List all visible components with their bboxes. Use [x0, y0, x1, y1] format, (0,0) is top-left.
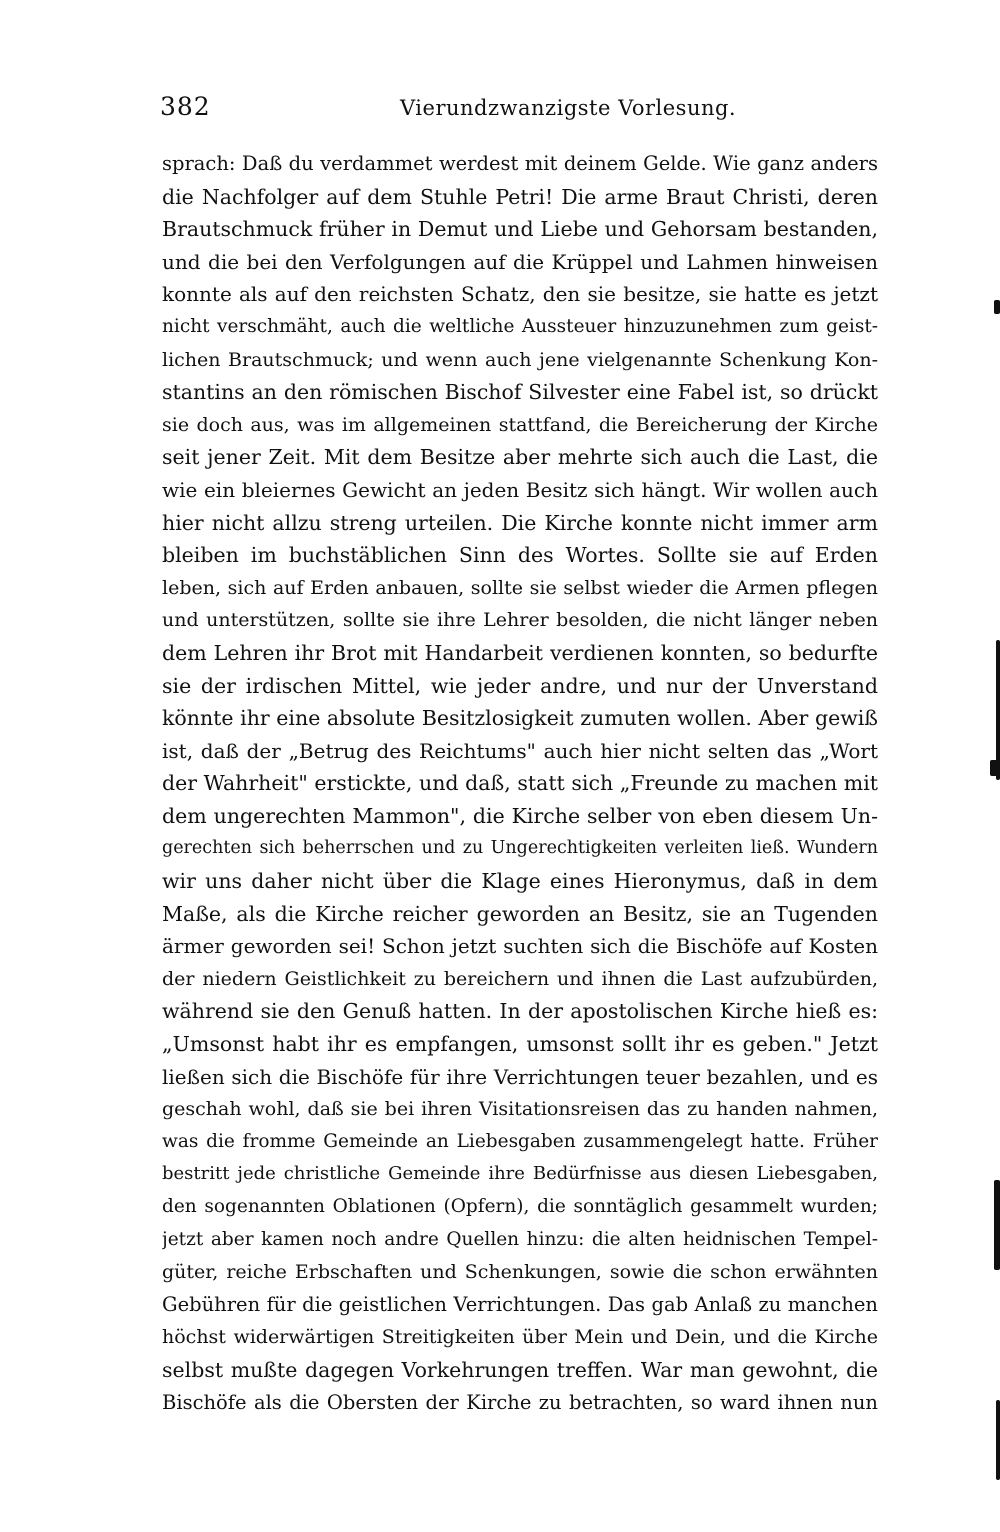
scan-edge-mark: [990, 760, 1000, 776]
text-line: bleiben im buchstäblichen Sinn des Wortes. Sollte sie auf Erden: [162, 543, 878, 568]
text-line: wir uns daher nicht über die Klage eines Hieronymus, daß in dem: [162, 869, 878, 894]
scan-edge-mark: [994, 300, 1000, 314]
text-line: stantins an den römischen Bischof Silvester eine Fabel ist, so drückt: [162, 380, 878, 405]
text-line: die Nachfolger auf dem Stuhle Petri! Die arme Braut Christi, deren: [162, 184, 878, 209]
text-line: dem ungerechten Mammon", die Kirche selber von eben diesem Un-: [162, 803, 878, 828]
text-line: Brautschmuck früher in Demut und Liebe und Gehorsam bestanden,: [162, 217, 878, 242]
text-line: ist, daß der „Betrug des Reichtums" auch hier nicht selten das „Wort: [162, 738, 878, 763]
text-line: Gebühren für die geistlichen Verrichtungen. Das gab Anlaß zu manchen: [162, 1292, 878, 1316]
running-head: Vierundzwanzigste Vorlesung.: [400, 96, 737, 120]
text-line: ärmer geworden sei! Schon jetzt suchten sich die Bischöfe auf Kosten: [162, 934, 878, 959]
text-line: was die fromme Gemeinde an Liebesgaben zusammengelegt hatte. Früher: [162, 1130, 878, 1152]
text-line: konnte als auf den reichsten Schatz, den sie besitze, sie hatte es jetzt: [162, 282, 878, 307]
text-line: den sogenannten Oblationen (Opfern), die sonntäglich gesammelt wurden;: [162, 1196, 878, 1217]
text-line: bestritt jede christliche Gemeinde ihre Bedürfnisse aus diesen Liebesgaben,: [162, 1163, 878, 1185]
page-number: 382: [160, 92, 211, 121]
page-header: [160, 92, 860, 132]
scan-edge-mark: [996, 1400, 1000, 1480]
text-line: lichen Brautschmuck; und wenn auch jene vielgenannte Schenkung Kon-: [162, 348, 878, 371]
text-line: Maße, als die Kirche reicher geworden an Besitz, sie an Tugenden: [162, 901, 878, 926]
text-line: dem Lehren ihr Brot mit Handarbeit verdienen konnten, so bedurfte: [162, 640, 878, 665]
text-line: sprach: Daß du verdammet werdest mit deinem Gelde. Wie ganz anders: [162, 152, 878, 175]
text-line: der niedern Geistlichkeit zu bereichern und ihnen die Last aufzubürden,: [162, 967, 878, 990]
text-line: höchst widerwärtigen Streitigkeiten über Mein und Dein, und die Kirche: [162, 1326, 878, 1349]
text-line: hier nicht allzu streng urteilen. Die Kirche konnte nicht immer arm: [162, 510, 878, 535]
text-line: geschah wohl, daß sie bei ihren Visitationsreisen das zu handen nahmen,: [162, 1098, 878, 1121]
text-line: gerechten sich beherrschen und zu Ungerechtigkeiten verleiten ließ. Wundern: [162, 838, 878, 859]
text-line: wie ein bleiernes Gewicht an jeden Besitz sich hängt. Wir wollen auch: [162, 477, 878, 502]
text-line: während sie den Genuß hatten. In der apostolischen Kirche hieß es:: [162, 999, 878, 1024]
scan-edge-mark: [994, 1180, 1000, 1270]
scan-edge-mark: [996, 640, 1000, 780]
text-line: ließen sich die Bischöfe für ihre Verrichtungen teuer bezahlen, und es: [162, 1064, 878, 1089]
text-line: könnte ihr eine absolute Besitzlosigkeit zumuten wollen. Aber gewiß: [162, 706, 878, 731]
text-line: güter, reiche Erbschaften und Schenkungen, sowie die schon erwähnten: [162, 1261, 878, 1284]
body-text: [162, 148, 878, 1419]
text-line: nicht verschmäht, auch die weltliche Aussteuer hinzuzunehmen zum geist-: [162, 315, 878, 337]
text-line: jetzt aber kamen noch andre Quellen hinzu: die alten heidnischen Tempel-: [162, 1228, 878, 1250]
text-line: sie doch aus, was im allgemeinen stattfand, die Bereicherung der Kirche: [162, 413, 878, 436]
text-line: seit jener Zeit. Mit dem Besitze aber mehrte sich auch die Last, die: [162, 445, 878, 470]
text-line: und unterstützen, sollte sie ihre Lehrer besolden, die nicht länger neben: [162, 609, 878, 632]
text-line: selbst mußte dagegen Vorkehrungen treffen. War man gewohnt, die: [162, 1357, 878, 1382]
text-line: und die bei den Verfolgungen auf die Krüppel und Lahmen hinweisen: [162, 249, 878, 274]
text-line: leben, sich auf Erden anbauen, sollte sie selbst wieder die Armen pflegen: [162, 576, 878, 599]
text-line: sie der irdischen Mittel, wie jeder andre, und nur der Unverstand: [162, 673, 878, 698]
text-line: „Umsonst habt ihr es empfangen, umsonst sollt ihr es geben." Jetzt: [162, 1032, 878, 1057]
text-line: der Wahrheit" erstickte, und daß, statt sich „Freunde zu machen mit: [162, 771, 878, 796]
text-line: Bischöfe als die Obersten der Kirche zu betrachten, so ward ihnen nun: [162, 1390, 878, 1414]
